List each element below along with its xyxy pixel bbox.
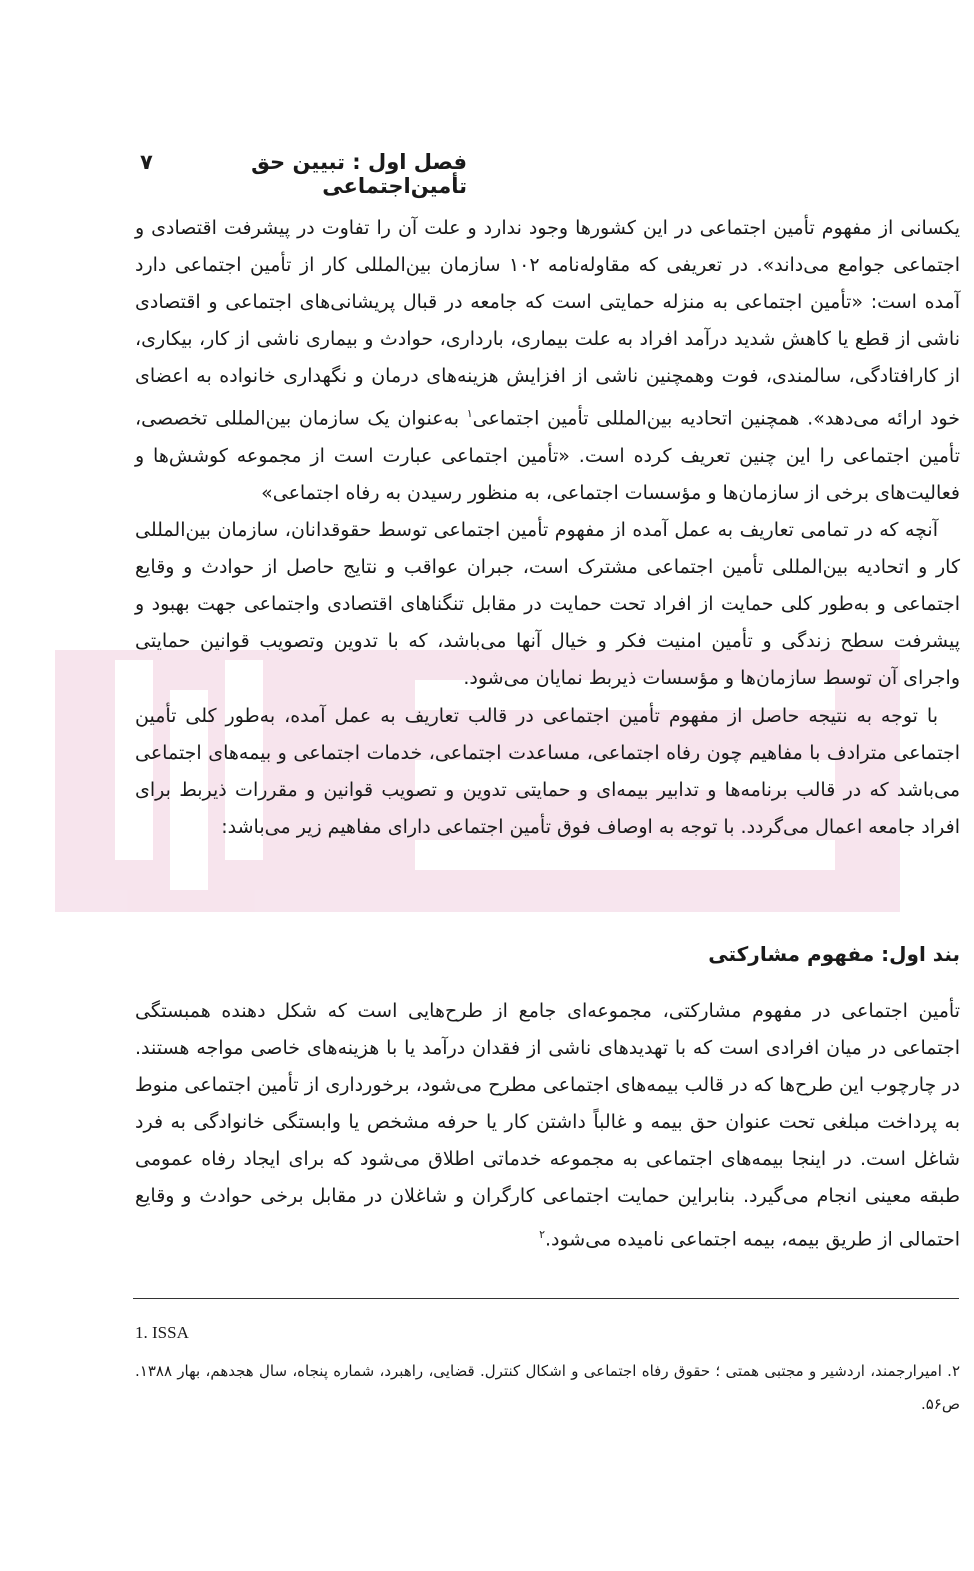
footnote-1: 1. ISSA bbox=[135, 1323, 189, 1342]
body-text-bottom bbox=[135, 993, 960, 1258]
paragraph-4: تأمین اجتماعی در مفهوم مشارکتی، مجموعه‌ای جامع از طرح‌هایی است که شکل دهنده همبستگی اجتماعی در میان افرادی است که با تهدیدهای ناشی از فقدان درآمد یا با هزینه‌های خاصی مواجه هستند. در چارچوب این طرح‌ها که در قالب بیمه‌های اجتماعی مطرح می‌شود، برخورداری از تأمین اجتماعی منوط به پرداخت مبلغی تحت عنوان حق بیمه و غالباً داشتن کار یا حرفه مشخص یا وابستگی خانوادگی به فرد شاغل است. در اینجا بیمه‌های اجتماعی به مجموعه خدماتی اطلاق می‌شود که برای ایجاد رفاه عمومی طبقه معینی انجام می‌گیرد. بنابراین حمایت اجتماعی کارگران و شاغلان در مقابل برخی حوادث و وقایع احتمالی از طریق بیمه، بیمه اجتماعی نامیده می‌شود.$^۲$ bbox=[135, 1000, 960, 1250]
chapter-title: فصل اول : تبیین حق تأمین‌اجتماعی bbox=[251, 150, 467, 198]
footnote-2: ۲. امیرارجمند، اردشیر و مجتبی همتی ؛ حقوق رفاه اجتماعی و اشکال کنترل. قضایی، راهبرد، شماره پنجاه، سال هجدهم، بهار ۱۳۸۸. ص۵۶. bbox=[135, 1362, 960, 1413]
page-header bbox=[140, 150, 840, 198]
section-heading: بند اول: مفهوم مشارکتی bbox=[708, 942, 960, 966]
footnote-ref-2: ۲ bbox=[539, 1227, 545, 1241]
paragraph-3: با توجه به نتیجه حاصل از مفهوم تأمین اجتماعی در قالب تعاریف به عمل آمده، به‌طور کلی تأمین اجتماعی مترادف با مفاهیم چون رفاه اجتماعی، مساعدت اجتماعی، خدمات اجتماعی و بیمه‌های اجتماعی می‌باشد که در قالب برنامه‌ها و تدابیر بیمه‌ای و حمایتی تدوین و تصویب قوانین و مقررات ذیربط برای افراد جامعه اعمال می‌گردد. با توجه به اوصاف فوق تأمین اجتماعی دارای مفاهیم زیر می‌باشد: bbox=[135, 704, 960, 838]
paragraph-1: یکسانی از مفهوم تأمین اجتماعی در این کشورها وجود ندارد و علت آن را تفاوت در پیشرفت اقتصادی و اجتماعی جوامع می‌داند». در تعریفی که مقاوله‌نامه ۱۰۲ سازمان بین‌المللی کار از تأمین اجتماعی دارد آمده است: «تأمین اجتماعی به منزله حمایتی است که جامعه در قبال پریشانی‌های اجتماعی و اقتصادی ناشی از قطع یا کاهش شدید درآمد افراد به علت بیماری، بارداری، حوادث و بیماری ناشی از کار، بیکاری، از کارافتادگی، سالمندی، فوت وهمچنین ناشی از افزایش هزینه‌های درمان و نگهداری خانواده به اعضای خود ارائه می‌دهد». همچنین اتحادیه بین‌المللی تأمین اجتماعی$^۱$ به‌عنوان یک سازمان بین‌المللی تخصصی، تأمین اجتماعی را این چنین تعریف کرده است. «تأمین اجتماعی عبارت است از مجموعه کوشش‌ها و فعالیت‌های برخی از سازمان‌ها و مؤسسات اجتماعی، به منظور رسیدن به رفاه اجتماعی» bbox=[135, 217, 960, 504]
paragraph-2: آنچه که در تمامی تعاریف به عمل آمده از مفهوم تأمین اجتماعی توسط حقوقدانان، سازمان بین‌المللی کار و اتحادیه بین‌المللی تأمین اجتماعی مشترک است، جبران عواقب و نتایج حاصل از حوادث و وقایع اجتماعی و به‌طور کلی حمایت از افراد تحت حمایت در مقابل تنگناهای اقتصادی واجتماعی جهت بهبود و پیشرفت سطح زندگی و تأمین امنیت فکر و خیال آنها می‌باشد، که با تدوین وتصویب قوانین حمایتی واجرای آن توسط سازمان‌ها و مؤسسات ذیربط نمایان می‌شود. bbox=[135, 519, 960, 690]
footnote-ref-1: ۱ bbox=[466, 407, 473, 421]
page-number: ۷ bbox=[140, 150, 153, 174]
body-text-top bbox=[135, 210, 960, 846]
footnote-divider bbox=[133, 1298, 959, 1299]
